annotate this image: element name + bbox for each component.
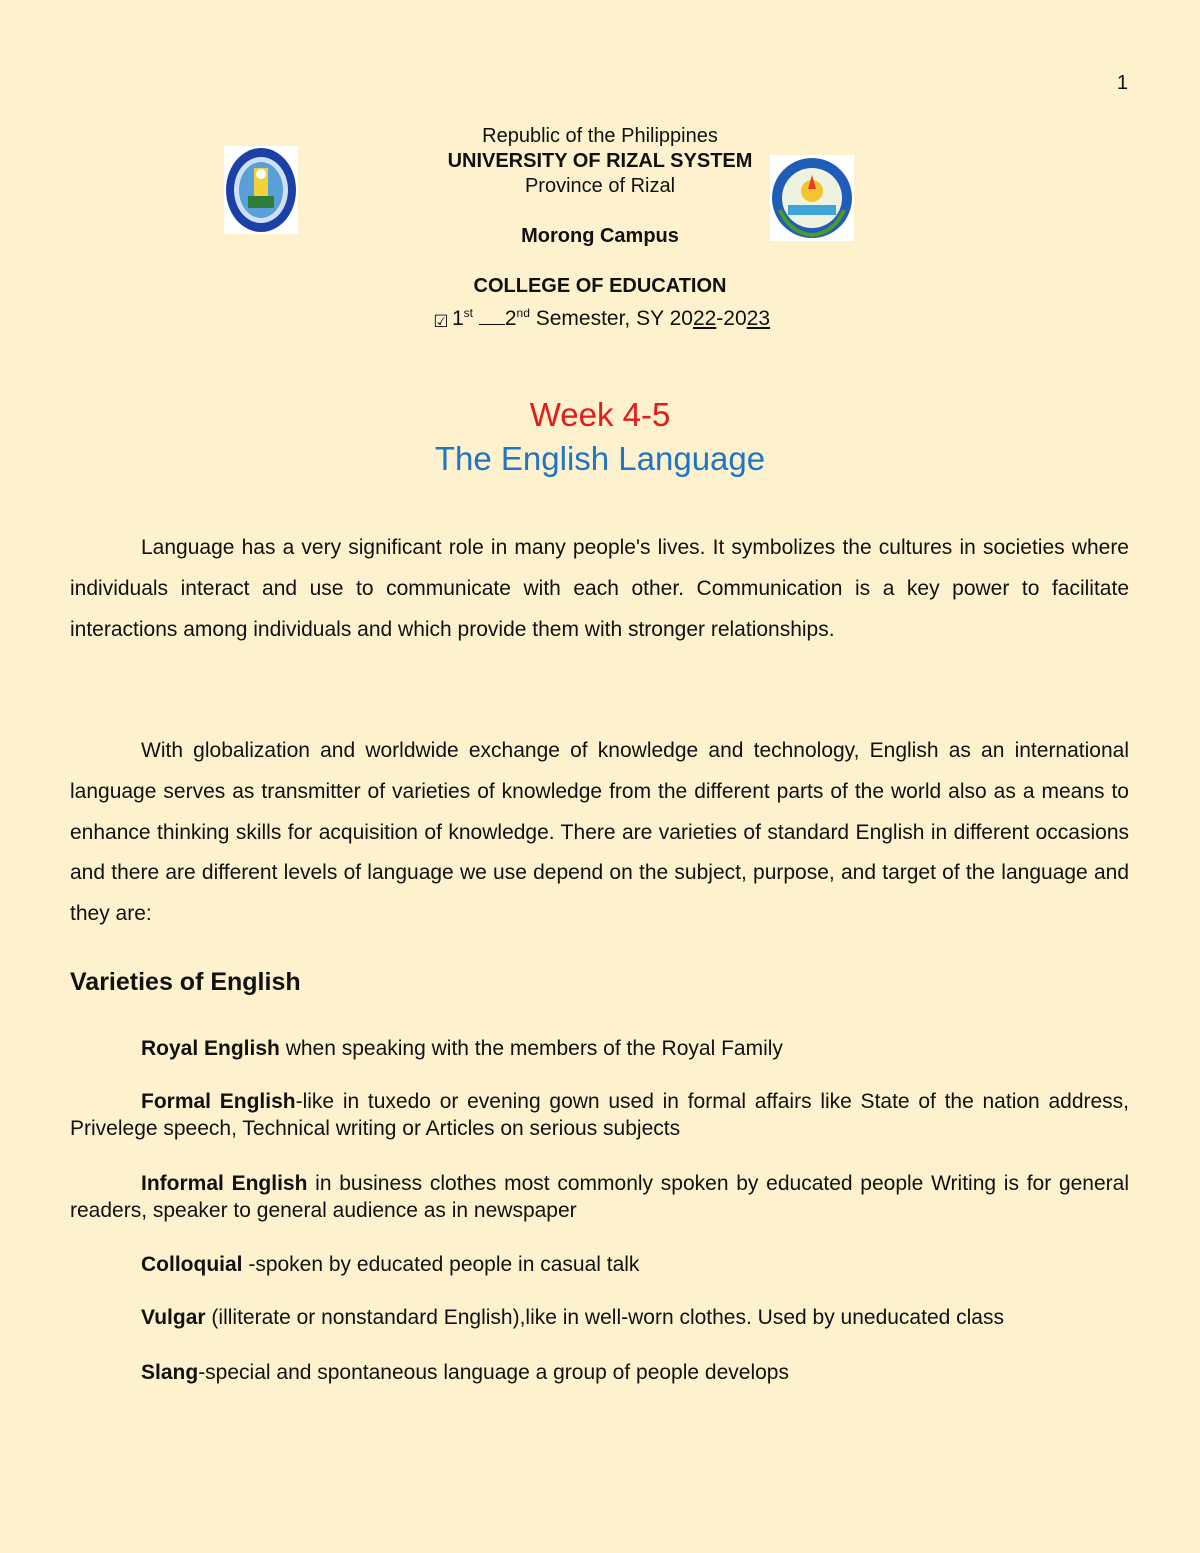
paragraph-2: With globalization and worldwide exchange of knowledge and technology, English as an international language serves as transmitter of varieties of knowledge from the different parts of the world also as a means to enhance thinking skills for acquisition of knowledge. There are varieties of standard English in different occasions and there are different levels of language we use depend on the subject, purpose, and target of the language and they are: xyxy=(70,739,1129,926)
page-number: 1 xyxy=(1116,72,1128,94)
semester-label: Semester, SY 20 xyxy=(529,307,693,330)
variety-item: Informal English in business clothes most commonly spoken by educated people Writing is for general readers, speaker to general audience as in newspaper xyxy=(70,1172,1129,1222)
variety-item: Vulgar (illiterate or nonstandard English),like in well-worn clothes. Used by uneducated class xyxy=(141,1306,1004,1329)
header-campus: Morong Campus xyxy=(521,225,679,247)
header-university: UNIVERSITY OF RIZAL SYSTEM xyxy=(447,150,753,172)
variety-item: Slang-special and spontaneous language a group of people develops xyxy=(141,1361,789,1384)
checked-box-icon: ☑ xyxy=(433,312,449,331)
variety-item: Formal English-like in tuxedo or evening gown used in formal affairs like State of the nation address, Privelege speech, Technical writing or Articles on serious subjects xyxy=(70,1090,1129,1140)
header-province: Province of Rizal xyxy=(524,175,676,197)
variety-item: Colloquial -spoken by educated people in casual talk xyxy=(141,1253,640,1276)
header-college: COLLEGE OF EDUCATION xyxy=(473,275,727,297)
semester-line: ☑ 1st 2nd Semester, SY 2022-2023 xyxy=(0,299,1200,333)
lesson-title: The English Language xyxy=(434,440,766,477)
week-title: Week 4-5 xyxy=(529,396,671,433)
document-header xyxy=(0,124,1200,333)
paragraph-1: Language has a very significant role in many people's lives. It symbolizes the cultures in societies where individuals interact and use to communicate with each other. Communication is a key power to facilitate interactions among individuals and which provide them with stronger relationships. xyxy=(70,536,1129,641)
blank-line xyxy=(479,310,505,325)
variety-item: Royal English when speaking with the members of the Royal Family xyxy=(141,1037,783,1060)
section-heading: Varieties of English xyxy=(70,968,301,996)
header-republic: Republic of the Philippines xyxy=(482,125,718,147)
